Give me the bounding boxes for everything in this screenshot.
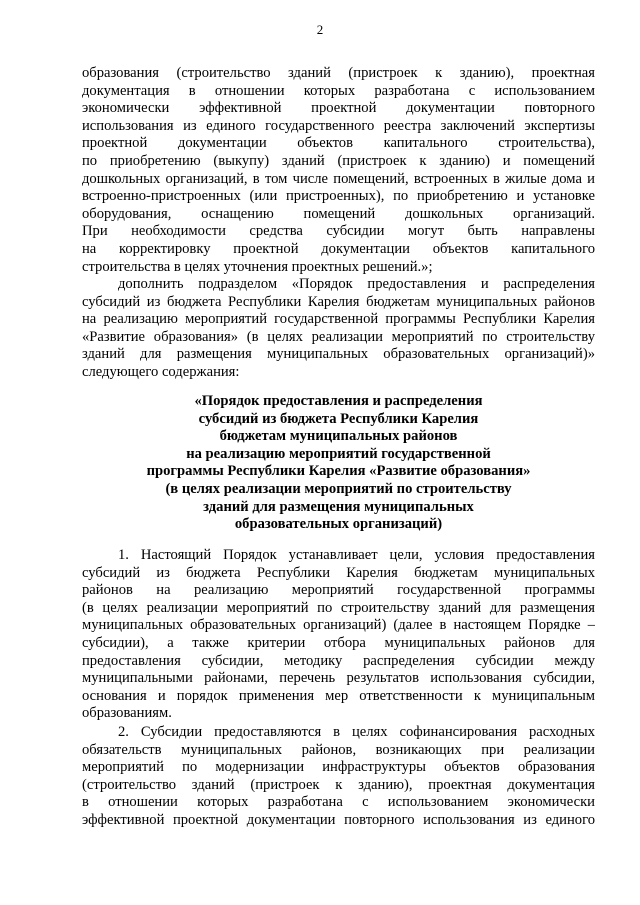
heading-line: зданий для размещения муниципальных [203, 498, 474, 515]
text-line: (в целях реализации мероприятий по строительству зданий для размещения [82, 599, 595, 616]
heading-line: образовательных организаций) [234, 516, 443, 533]
text-line: предоставления субсидии, методику распределения субсидии между [82, 652, 595, 669]
text-line: на корректировку проектной документации объектов капитального [82, 240, 595, 257]
page-number: 2 [316, 22, 324, 37]
text-line: образованиям. [82, 705, 172, 722]
text-line: 2. Субсидии предоставляются в целях софинансирования расходных [118, 724, 595, 740]
text-line: встроенно-пристроенных (или пристроенных), по приобретению и установке [82, 188, 595, 205]
text-line: «Развитие образования» (в целях реализации мероприятий по строительству [82, 328, 595, 345]
text-line: При необходимости средства субсидии могут быть направлены [82, 223, 595, 240]
paragraph-item-1 [82, 547, 595, 723]
heading-line: на реализацию мероприятий государственной [186, 445, 491, 462]
text-line: основания и порядок применения мер ответственности к муниципальным [82, 687, 595, 704]
text-line: (строительство зданий (пристроек к зданию), проектная документация [82, 776, 595, 793]
text-line: муниципальными районами, перечень результатов использования субсидии, [82, 670, 595, 687]
text-line: в отношении которых разработана с использованием экономически [82, 794, 595, 811]
text-line: экономически эффективной проектной документации повторного [82, 100, 595, 117]
text-line: муниципальных образовательных организаций) (далее в настоящем Порядке – [82, 617, 595, 634]
text-line: проектной документации объектов капитального строительства), [82, 135, 595, 152]
text-line: оборудования, оснащению помещений дошкольных организаций. [82, 205, 595, 222]
text-line: строительства в целях уточнения проектных решений.»; [82, 258, 433, 275]
text-line: районов на реализацию мероприятий государственной программы [82, 582, 595, 599]
text-line: на реализацию мероприятий государственной программы Республики Карелия [82, 311, 595, 328]
heading-line: (в целях реализации мероприятий по строительству [165, 480, 512, 497]
text-line: дошкольных организаций, в том числе помещений, встроенных в жилые дома и [82, 170, 595, 187]
heading-line: бюджетам муниципальных районов [219, 428, 458, 445]
text-line: эффективной проектной документации повторного использования из единого [82, 811, 595, 828]
heading-line: субсидий из бюджета Республики Карелия [198, 410, 479, 427]
text-line: субсидий из бюджета Республики Карелия бюджетам муниципальных районов [82, 293, 595, 310]
text-line: 1. Настоящий Порядок устанавливает цели, условия предоставления [118, 547, 595, 563]
paragraph-continuation [82, 65, 595, 276]
text-line: документация в отношении которых разработана с использованием [82, 82, 595, 99]
text-line: следующего содержания: [82, 363, 240, 380]
paragraph-amendment [82, 276, 595, 382]
text-line: мероприятий по модернизации инфраструктуры объектов образования [82, 759, 595, 776]
text-line: по приобретению (выкупу) зданий (пристроек к зданию) и помещений [82, 152, 595, 169]
text-line: субсидий из бюджета Республики Карелия бюджетам муниципальных [82, 564, 595, 581]
text-line: зданий для размещения муниципальных образовательных организаций)» [82, 346, 595, 363]
paragraph-item-2 [82, 724, 595, 830]
text-line: субсидии), а также критерии отбора муниципальных районов для [82, 634, 595, 651]
text-line: обязательств муниципальных районов, возникающих при реализации [82, 741, 595, 758]
text-line: дополнить подразделом «Порядок предоставления и распределения [118, 276, 595, 292]
heading-line: «Порядок предоставления и распределения [194, 393, 483, 409]
section-heading [82, 393, 595, 534]
heading-line: программы Республики Карелия «Развитие образования» [146, 463, 531, 480]
text-line: образования (строительство зданий (пристроек к зданию), проектная [82, 65, 595, 81]
text-line: использования из единого государственного реестра заключений экспертизы [82, 117, 595, 134]
